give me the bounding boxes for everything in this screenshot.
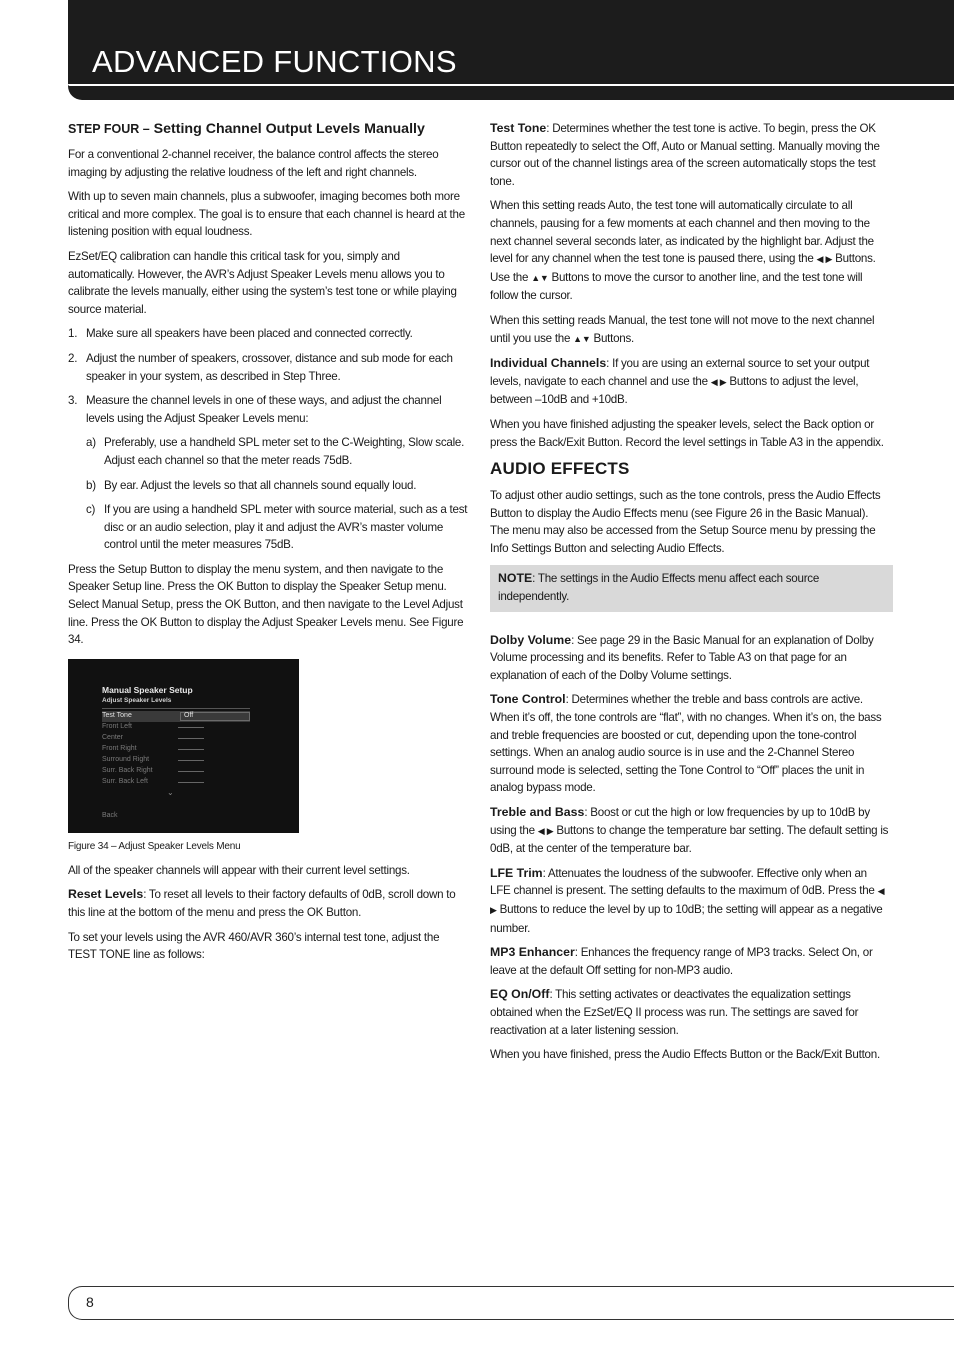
right-column <box>490 120 890 1071</box>
header-rule <box>68 84 954 86</box>
figure-34-screenshot <box>68 659 299 833</box>
menu-row: Front Right <box>102 744 250 755</box>
menu-title: Manual Speaker Setup <box>102 684 193 695</box>
paragraph: To set your levels using the AVR 460/AVR 360’s internal test tone, adjust the TEST TONE line as follows: <box>68 930 440 962</box>
paragraph: EzSet/EQ calibration can handle this critical task for you, simply and automatically. However, the AVR’s Adjust Speaker Levels menu allows you to calibrate the levels manually, either using the system’s test tone or while playing source material. <box>68 249 457 316</box>
paragraph: Test Tone: Determines whether the test tone is active. To begin, press the OK Button repeatedly to select the Off, Auto or Manual setting. Manually moving the cursor out of the channel listings area of the screen automatically stops the test tone. <box>490 121 880 188</box>
paragraph: When you have finished, press the Audio Effects Button or the Back/Exit Button. <box>490 1048 880 1062</box>
menu-row: Surr. Back Left <box>102 777 250 788</box>
paragraph: When you have finished adjusting the speaker levels, select the Back option or press the Back/Exit Button. Record the level settings in Table A3 in the appendix. <box>490 417 884 449</box>
page-number: 8 <box>86 1294 94 1310</box>
list-item: 2. Adjust the number of speakers, crossover, distance and sub mode for each speaker in your system, as described in Step Three. <box>68 351 453 383</box>
paragraph: To adjust other audio settings, such as the tone controls, press the Audio Effects Button to display the Audio Effects menu (see Figure 26 in the Basic Manual). The menu may also be accessed from the Setup Source menu by pressing the Info Settings Button and selecting Audio Effects. <box>490 489 881 555</box>
menu-subtitle: Adjust Speaker Levels <box>102 696 172 704</box>
left-right-arrows-icon: ◀ ▶ <box>490 886 885 915</box>
paragraph: When this setting reads Auto, the test tone will automatically circulate to all channels, pausing for a few moments at each channel and then moving to the next channel several seconds later, as indicated by the highlight bar. Adjust the level for any channel when the test tone is paused there, using the ◀ ▶ Buttons. Use the ▲▼ Buttons to move the cursor to another line, and the test tone will follow the cursor. <box>490 199 876 303</box>
paragraph: Individual Channels: If you are using an external source to set your output levels, navigate to each channel and use the ◀ ▶ Buttons to adjust the level, between –10dB and +10dB. <box>490 356 870 407</box>
figure-caption: Figure 34 – Adjust Speaker Levels Menu <box>68 840 241 852</box>
paragraph: EQ On/Off: This setting activates or deactivates the equalization settings obtained when the EzSet/EQ II process was run. The settings are saved for reactivation at a later listening session. <box>490 987 859 1037</box>
sub-list-item: a) Preferably, use a handheld SPL meter set to the C-Weighting, Slow scale. Adjust each channel so that the meter reads 75dB. <box>86 436 465 467</box>
paragraph: With up to seven main channels, plus a subwoofer, imaging becomes both more critical and more complex. The goal is to ensure that each channel is heard at the listening position with equal loudness. <box>68 190 465 239</box>
menu-row: Center <box>102 733 250 744</box>
paragraph: Treble and Bass: Boost or cut the high or low frequencies by up to 10dB by using the ◀ ▶ Buttons to change the temperature bar setting. The default setting is 0dB, at the center of the temperature bar. <box>490 805 889 856</box>
sub-list-item: c) If you are using a handheld SPL meter with source material, such as a test disc or an audio selection, play it and adjust the AVR’s master volume control until the meter measures 75dB. <box>86 503 468 552</box>
note-box: NOTE: The settings in the Audio Effects menu affect each source independently. <box>490 565 893 611</box>
menu-divider <box>102 708 250 709</box>
paragraph: LFE Trim: Attenuates the loudness of the subwoofer. Effective only when an LFE channel is present. The setting defaults to the maximum of 0dB. Press the ◀ ▶ Buttons to reduce the level by up to 10dB; the setting will appear as a negative number. <box>490 865 885 935</box>
chevron-down-icon: ⌄ <box>167 787 174 797</box>
menu-row: Surround Right <box>102 755 250 766</box>
menu-row-test-tone: Test Tone Off <box>102 711 250 722</box>
menu-row: Surr. Back Right <box>102 766 250 777</box>
step-four-heading: STEP FOUR – Setting Channel Output Levels Manually <box>68 121 425 137</box>
paragraph: MP3 Enhancer: Enhances the frequency range of MP3 tracks. Select On, or leave at the default Off setting for non-MP3 audio. <box>490 945 873 977</box>
left-right-arrows-icon: ◀ ▶ <box>537 825 554 836</box>
page-title: ADVANCED FUNCTIONS <box>92 44 457 79</box>
menu-row: Front Left <box>102 722 250 733</box>
paragraph: When this setting reads Manual, the test tone will not move to the next channel until you use the ▲▼ Buttons. <box>490 313 875 345</box>
paragraph: Tone Control: Determines whether the treble and bass controls are active. When it’s off, the tone controls are “flat”, with no changes. When it’s on, the bass and treble frequencies are boosted or cut, depending upon the tone-control settings. When an analog audio source is in use and the 2-Channel Stereo surround mode is selected, setting the Tone Control to “Off” places the unit in analog bypass mode. <box>490 692 882 795</box>
audio-effects-heading: AUDIO EFFECTS <box>490 459 630 479</box>
left-right-arrows-icon: ◀ ▶ <box>816 254 833 265</box>
up-down-arrows-icon: ▲▼ <box>573 333 591 344</box>
sub-list-item: b) By ear. Adjust the levels so that all channels sound equally loud. <box>86 478 417 492</box>
paragraph: Press the Setup Button to display the menu system, and then navigate to the Speaker Setup line. Press the OK Button to display the Speaker Setup menu. Select Manual Setup, press the OK Button, and then navigate to the Level Adjust line. Press the OK Button to display the Adjust Speaker Levels menu. See Figure 34. <box>68 562 464 647</box>
list-item: 3. Measure the channel levels in one of these ways, and adjust the channel levels using the Adjust Speaker Levels menu: <box>68 394 442 425</box>
left-column <box>68 120 468 971</box>
menu-back: Back <box>102 811 118 819</box>
left-right-arrows-icon: ◀ ▶ <box>710 376 727 387</box>
paragraph: All of the speaker channels will appear with their current level settings. <box>68 863 410 877</box>
paragraph: Reset Levels: To reset all levels to their factory defaults of 0dB, scroll down to this line at the bottom of the menu and press the OK Button. <box>68 887 456 920</box>
up-down-arrows-icon: ▲▼ <box>531 272 549 283</box>
paragraph: Dolby Volume: See page 29 in the Basic Manual for an explanation of Dolby Volume processing and its benefits. Refer to Table A3 on that page for an explanation of each of the Dolby Volume settings. <box>490 632 874 682</box>
paragraph: For a conventional 2-channel receiver, the balance control affects the stereo imaging by adjusting the relative loudness of the left and right channels. <box>68 148 439 179</box>
page-footer <box>68 1286 954 1320</box>
list-item: 1. Make sure all speakers have been placed and connected correctly. <box>68 327 413 341</box>
